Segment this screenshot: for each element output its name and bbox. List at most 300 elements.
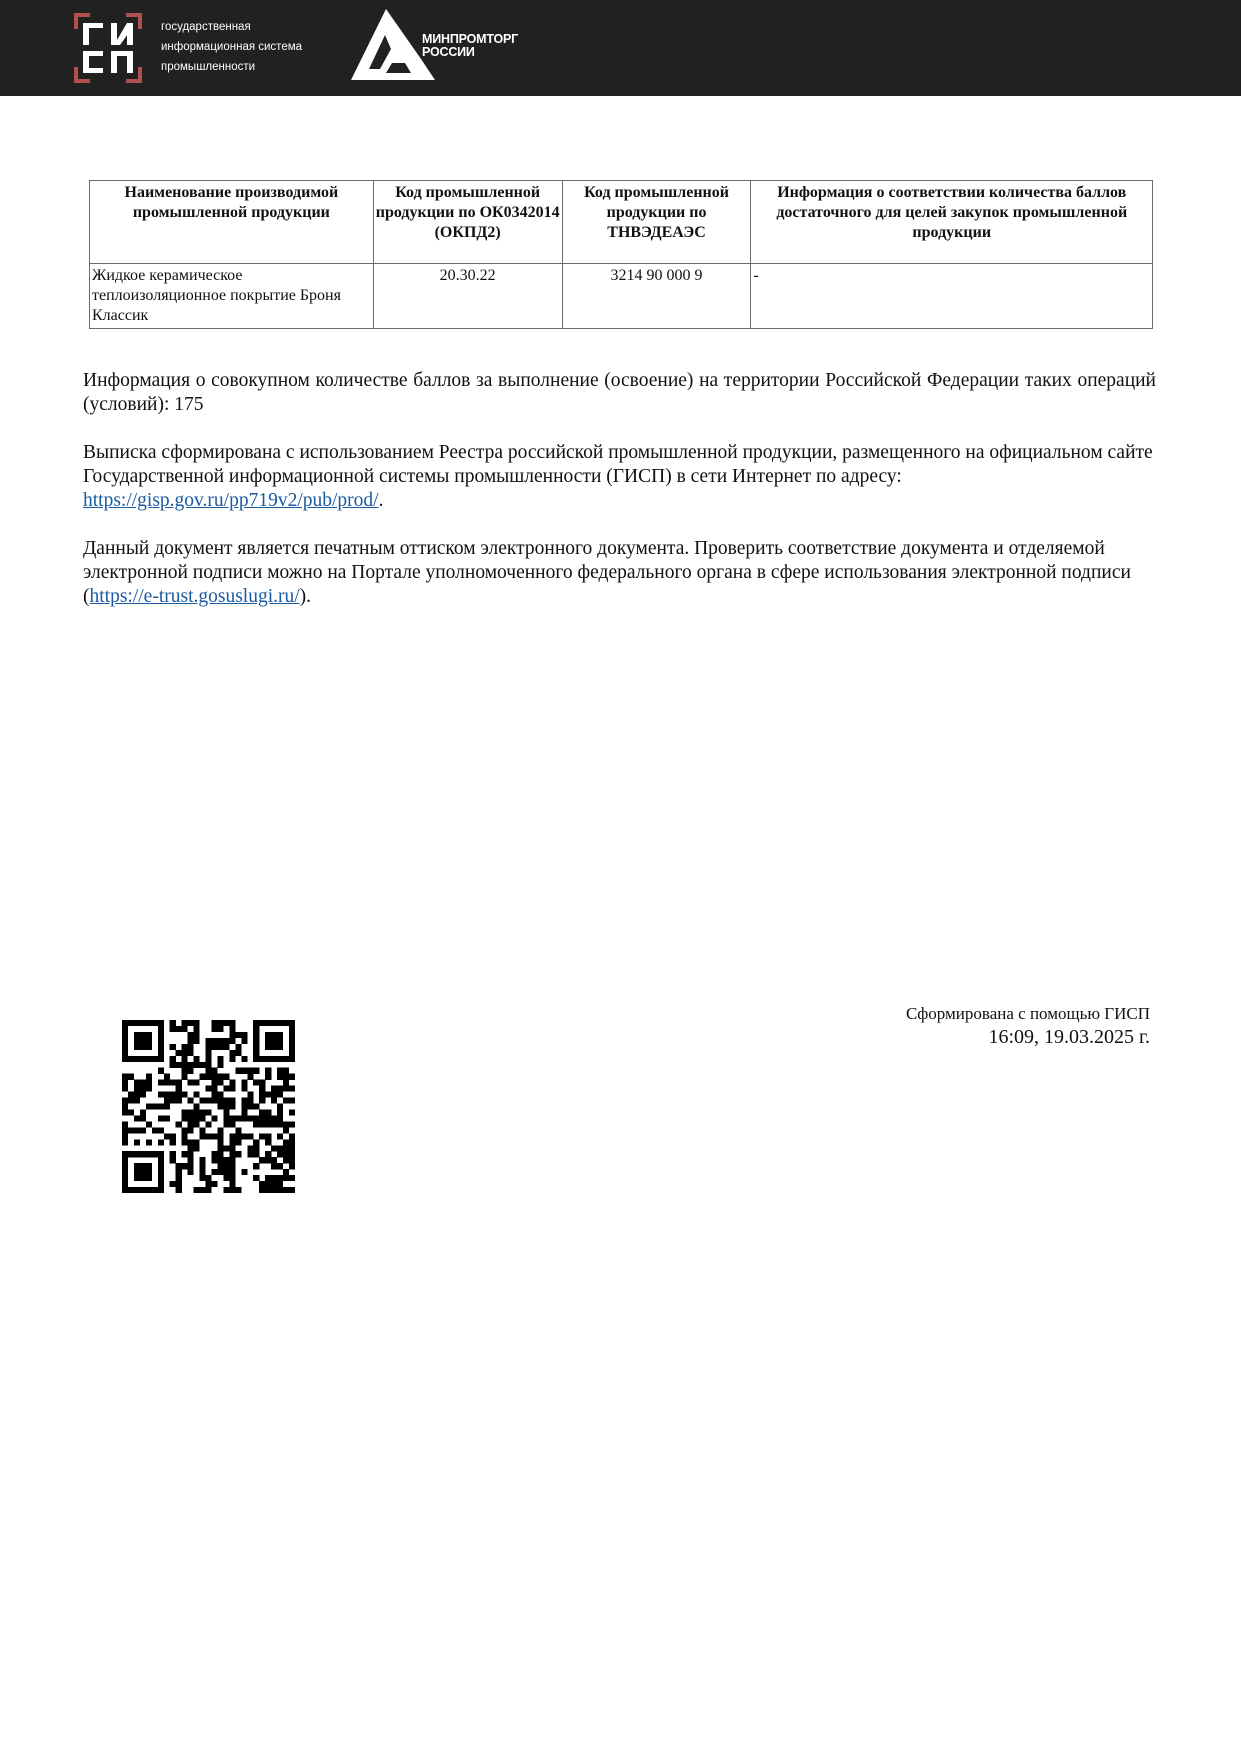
qr-module	[211, 1038, 217, 1044]
qr-module	[140, 1092, 146, 1098]
qr-module	[164, 1115, 170, 1121]
cell-points-info: -	[751, 264, 1153, 329]
qr-module	[271, 1086, 277, 1092]
qr-module	[188, 1038, 194, 1044]
qr-module	[140, 1163, 146, 1169]
qr-module	[176, 1098, 182, 1104]
qr-module	[223, 1121, 229, 1127]
qr-module	[235, 1127, 241, 1133]
qr-module	[265, 1115, 271, 1121]
qr-module	[182, 1115, 188, 1121]
qr-module	[140, 1115, 146, 1121]
qr-module	[241, 1115, 247, 1121]
qr-module	[140, 1080, 146, 1086]
qr-module	[253, 1026, 259, 1032]
qr-module	[194, 1104, 200, 1110]
qr-module	[247, 1092, 253, 1098]
qr-module	[235, 1050, 241, 1056]
qr-module	[158, 1104, 164, 1110]
points-paragraph: Информация о совокупном количестве баллов за выполнение (освоение) на территории Российской Федерации таких операций (условий): 175	[83, 370, 1156, 415]
qr-module	[265, 1175, 271, 1181]
qr-module	[277, 1086, 283, 1092]
qr-module	[122, 1163, 128, 1169]
qr-module	[289, 1133, 295, 1139]
qr-module	[128, 1098, 134, 1104]
qr-module	[283, 1068, 289, 1074]
qr-module	[211, 1157, 217, 1163]
qr-module	[164, 1133, 170, 1139]
qr-module	[158, 1038, 164, 1044]
qr-module	[170, 1056, 176, 1062]
qr-module	[134, 1175, 140, 1181]
qr-module	[146, 1169, 152, 1175]
qr-module	[277, 1074, 283, 1080]
gisp-logo-icon	[74, 13, 142, 83]
qr-module	[229, 1026, 235, 1032]
qr-module	[283, 1086, 289, 1092]
qr-module	[134, 1127, 140, 1133]
qr-module	[277, 1032, 283, 1038]
cell-okpd2-code: 20.30.22	[373, 264, 562, 329]
gisp-caption-line: государственная	[161, 21, 251, 33]
qr-module	[289, 1139, 295, 1145]
extract-text: Выписка сформирована с использованием Реестра российской промышленной продукции, размещенного на официальном сайте Государственной информационной системы промышленности (ГИСП) в сети Интернет по адресу:	[83, 442, 1153, 487]
qr-module	[217, 1157, 223, 1163]
cell-tnved-code: 3214 90 000 9	[562, 264, 751, 329]
qr-module	[217, 1163, 223, 1169]
qr-module	[271, 1145, 277, 1151]
qr-module	[247, 1151, 253, 1157]
qr-module	[122, 1056, 128, 1062]
qr-module	[283, 1187, 289, 1193]
qr-module	[277, 1175, 283, 1181]
qr-module	[217, 1145, 223, 1151]
qr-module	[241, 1038, 247, 1044]
qr-module	[164, 1092, 170, 1098]
qr-module	[211, 1026, 217, 1032]
qr-module	[229, 1098, 235, 1104]
qr-module	[122, 1109, 128, 1115]
qr-module	[235, 1044, 241, 1050]
qr-module	[283, 1145, 289, 1151]
qr-module	[223, 1104, 229, 1110]
qr-module	[152, 1020, 158, 1026]
qr-module	[176, 1050, 182, 1056]
qr-module	[140, 1044, 146, 1050]
qr-module	[122, 1187, 128, 1193]
qr-module	[289, 1038, 295, 1044]
qr-module	[229, 1169, 235, 1175]
qr-module	[128, 1109, 134, 1115]
qr-module	[146, 1038, 152, 1044]
qr-module	[283, 1074, 289, 1080]
qr-module	[283, 1127, 289, 1133]
gisp-caption-line: промышленности	[161, 61, 256, 73]
qr-module	[259, 1115, 265, 1121]
qr-module	[271, 1044, 277, 1050]
qr-module	[265, 1092, 271, 1098]
print-paragraph	[83, 537, 1156, 609]
gisp-caption	[161, 17, 302, 77]
qr-module	[229, 1157, 235, 1163]
qr-module	[170, 1092, 176, 1098]
qr-module	[229, 1038, 235, 1044]
qr-module	[164, 1074, 170, 1080]
qr-module	[134, 1038, 140, 1044]
qr-module	[217, 1080, 223, 1086]
qr-module	[188, 1109, 194, 1115]
qr-module	[182, 1092, 188, 1098]
qr-module	[134, 1115, 140, 1121]
qr-module	[194, 1121, 200, 1127]
qr-module	[265, 1056, 271, 1062]
qr-module	[253, 1115, 259, 1121]
qr-module	[211, 1074, 217, 1080]
qr-module	[217, 1044, 223, 1050]
qr-module	[134, 1080, 140, 1086]
qr-module	[283, 1157, 289, 1163]
qr-module	[188, 1151, 194, 1157]
qr-module	[229, 1187, 235, 1193]
qr-module	[176, 1080, 182, 1086]
qr-module	[152, 1056, 158, 1062]
qr-module	[206, 1068, 212, 1074]
qr-module	[122, 1032, 128, 1038]
qr-module	[277, 1068, 283, 1074]
gisp-caption-line: информационная система	[161, 41, 303, 53]
qr-module	[235, 1032, 241, 1038]
qr-module	[229, 1145, 235, 1151]
qr-module	[188, 1169, 194, 1175]
qr-module	[259, 1080, 265, 1086]
print-text: Данный документ является печатным оттиском электронного документа. Проверить соответствие документа и отделяемой электронной подписи можно на Портале уполномоченного федерального органа в сфере использования электронной подписи (	[83, 538, 1131, 607]
qr-module	[289, 1098, 295, 1104]
qr-module	[134, 1092, 140, 1098]
qr-module	[206, 1175, 212, 1181]
qr-module	[211, 1092, 217, 1098]
qr-module	[188, 1062, 194, 1068]
qr-module	[223, 1098, 229, 1104]
qr-module	[223, 1115, 229, 1121]
qr-module	[188, 1050, 194, 1056]
qr-module	[277, 1181, 283, 1187]
qr-module	[229, 1115, 235, 1121]
qr-module	[211, 1020, 217, 1026]
qr-module	[206, 1050, 212, 1056]
qr-module	[134, 1056, 140, 1062]
qr-module	[194, 1026, 200, 1032]
qr-module	[158, 1115, 164, 1121]
qr-module	[122, 1104, 128, 1110]
qr-module	[229, 1133, 235, 1139]
qr-module	[217, 1056, 223, 1062]
qr-module	[271, 1187, 277, 1193]
qr-module	[223, 1169, 229, 1175]
qr-module	[182, 1139, 188, 1145]
qr-module	[271, 1121, 277, 1127]
registry-link[interactable]: https://gisp.gov.ru/pp719v2/pub/prod/	[83, 490, 379, 511]
qr-module	[265, 1157, 271, 1163]
qr-module	[229, 1056, 235, 1062]
qr-module	[265, 1068, 271, 1074]
qr-module	[122, 1038, 128, 1044]
qr-module	[289, 1026, 295, 1032]
qr-module	[217, 1020, 223, 1026]
qr-module	[247, 1104, 253, 1110]
qr-module	[182, 1062, 188, 1068]
qr-module	[176, 1092, 182, 1098]
qr-module	[140, 1127, 146, 1133]
qr-module	[200, 1074, 206, 1080]
qr-module	[122, 1026, 128, 1032]
qr-module	[158, 1175, 164, 1181]
qr-module	[259, 1181, 265, 1187]
qr-module	[277, 1163, 283, 1169]
qr-module	[277, 1145, 283, 1151]
qr-module	[146, 1080, 152, 1086]
qr-module	[128, 1151, 134, 1157]
qr-module	[146, 1104, 152, 1110]
qr-module	[158, 1068, 164, 1074]
qr-module	[188, 1145, 194, 1151]
qr-module	[265, 1044, 271, 1050]
qr-module	[122, 1080, 128, 1086]
qr-module	[206, 1074, 212, 1080]
qr-module	[223, 1145, 229, 1151]
qr-module	[158, 1139, 164, 1145]
qr-module	[182, 1044, 188, 1050]
ministry-caption	[422, 33, 518, 59]
qr-module	[194, 1032, 200, 1038]
qr-module	[253, 1145, 259, 1151]
qr-module	[241, 1056, 247, 1062]
qr-module	[289, 1163, 295, 1169]
qr-module	[122, 1181, 128, 1187]
qr-module	[122, 1121, 128, 1127]
qr-module	[188, 1115, 194, 1121]
qr-module	[277, 1020, 283, 1026]
qr-module	[289, 1074, 295, 1080]
qr-module	[217, 1092, 223, 1098]
qr-module	[211, 1098, 217, 1104]
qr-module	[152, 1151, 158, 1157]
header-bar	[0, 0, 1241, 96]
qr-module	[122, 1157, 128, 1163]
qr-module	[200, 1098, 206, 1104]
qr-module	[253, 1068, 259, 1074]
qr-module	[188, 1068, 194, 1074]
qr-module	[158, 1163, 164, 1169]
qr-module	[200, 1169, 206, 1175]
qr-module	[271, 1056, 277, 1062]
ministry-caption-line: РОССИИ	[422, 45, 475, 59]
qr-module	[128, 1127, 134, 1133]
qr-module	[259, 1187, 265, 1193]
qr-module	[158, 1169, 164, 1175]
qr-module	[206, 1062, 212, 1068]
qr-module	[265, 1032, 271, 1038]
qr-module	[206, 1098, 212, 1104]
qr-module	[158, 1080, 164, 1086]
qr-module	[146, 1121, 152, 1127]
qr-module	[223, 1038, 229, 1044]
qr-module	[188, 1020, 194, 1026]
qr-module	[146, 1187, 152, 1193]
qr-module	[140, 1056, 146, 1062]
qr-module	[188, 1121, 194, 1127]
qr-module	[211, 1151, 217, 1157]
qr-module	[158, 1151, 164, 1157]
qr-module	[194, 1020, 200, 1026]
qr-module	[158, 1026, 164, 1032]
generated-stamp	[906, 1003, 1150, 1049]
qr-module	[194, 1080, 200, 1086]
qr-module	[122, 1098, 128, 1104]
qr-module	[283, 1121, 289, 1127]
qr-module	[134, 1163, 140, 1169]
qr-module	[217, 1127, 223, 1133]
qr-module	[223, 1074, 229, 1080]
qr-module	[277, 1056, 283, 1062]
header-tnved-code: Код промышленной продукции по ТНВЭДЕАЭС	[562, 181, 751, 264]
qr-module	[206, 1181, 212, 1187]
qr-module	[211, 1080, 217, 1086]
products-table	[89, 180, 1153, 329]
qr-module	[128, 1092, 134, 1098]
qr-module	[188, 1044, 194, 1050]
qr-module	[271, 1163, 277, 1169]
qr-module	[211, 1115, 217, 1121]
qr-module	[229, 1163, 235, 1169]
qr-module	[229, 1080, 235, 1086]
qr-module	[217, 1169, 223, 1175]
qr-module	[223, 1157, 229, 1163]
qr-module	[134, 1086, 140, 1092]
qr-module	[217, 1151, 223, 1157]
qr-module	[176, 1026, 182, 1032]
qr-module	[229, 1139, 235, 1145]
qr-module	[247, 1098, 253, 1104]
qr-module	[146, 1175, 152, 1181]
qr-module	[158, 1056, 164, 1062]
header-product-name: Наименование производимой промышленной продукции	[90, 181, 374, 264]
qr-module	[289, 1145, 295, 1151]
qr-module	[194, 1038, 200, 1044]
qr-module	[229, 1086, 235, 1092]
table-row	[90, 264, 1153, 329]
qr-module	[128, 1074, 134, 1080]
qr-module	[188, 1139, 194, 1145]
qr-module	[146, 1020, 152, 1026]
qr-module	[277, 1044, 283, 1050]
qr-module	[283, 1169, 289, 1175]
qr-module	[241, 1133, 247, 1139]
qr-module	[229, 1050, 235, 1056]
qr-module	[277, 1092, 283, 1098]
qr-module	[200, 1109, 206, 1115]
qr-module	[283, 1098, 289, 1104]
qr-module	[146, 1151, 152, 1157]
qr-module	[182, 1151, 188, 1157]
qr-module	[253, 1044, 259, 1050]
qr-module	[217, 1026, 223, 1032]
qr-module	[253, 1175, 259, 1181]
qr-module	[247, 1133, 253, 1139]
qr-module	[271, 1181, 277, 1187]
qr-module	[271, 1032, 277, 1038]
qr-module	[122, 1175, 128, 1181]
qr-module	[146, 1139, 152, 1145]
qr-module	[259, 1133, 265, 1139]
qr-module	[158, 1127, 164, 1133]
qr-module	[182, 1026, 188, 1032]
qr-module	[176, 1169, 182, 1175]
qr-module	[259, 1098, 265, 1104]
extract-paragraph	[83, 441, 1156, 513]
qr-module	[253, 1104, 259, 1110]
print-end: ).	[299, 586, 312, 607]
qr-module	[253, 1080, 259, 1086]
qr-module	[289, 1056, 295, 1062]
qr-module	[271, 1092, 277, 1098]
qr-module	[128, 1020, 134, 1026]
qr-module	[241, 1086, 247, 1092]
qr-module	[158, 1092, 164, 1098]
qr-module	[211, 1044, 217, 1050]
qr-module	[182, 1163, 188, 1169]
qr-module	[217, 1104, 223, 1110]
qr-module	[253, 1056, 259, 1062]
qr-module	[176, 1121, 182, 1127]
qr-module	[271, 1020, 277, 1026]
qr-module	[140, 1086, 146, 1092]
qr-module	[200, 1157, 206, 1163]
qr-module	[241, 1068, 247, 1074]
etrust-link[interactable]: https://e-trust.gosuslugi.ru/	[89, 586, 300, 607]
qr-module	[229, 1175, 235, 1181]
qr-module	[253, 1020, 259, 1026]
qr-module	[122, 1139, 128, 1145]
qr-module	[122, 1050, 128, 1056]
qr-module	[211, 1068, 217, 1074]
qr-module	[194, 1109, 200, 1115]
qr-module	[289, 1157, 295, 1163]
qr-module	[188, 1157, 194, 1163]
qr-module	[217, 1038, 223, 1044]
extract-end: .	[378, 490, 384, 511]
qr-module	[229, 1020, 235, 1026]
qr-module	[200, 1133, 206, 1139]
qr-module	[140, 1038, 146, 1044]
qr-module	[182, 1133, 188, 1139]
qr-module	[217, 1074, 223, 1080]
qr-module	[277, 1133, 283, 1139]
qr-module	[277, 1121, 283, 1127]
qr-module	[259, 1086, 265, 1092]
qr-module	[122, 1151, 128, 1157]
qr-module	[164, 1098, 170, 1104]
qr-module	[170, 1062, 176, 1068]
qr-module	[289, 1175, 295, 1181]
header-okpd2-code: Код промышленной продукции по ОК0342014 (ОКПД2)	[373, 181, 562, 264]
qr-module	[140, 1151, 146, 1157]
header-points-info: Информация о соответствии количества баллов достаточного для целей закупок промышленной продукции	[751, 181, 1153, 264]
qr-module	[134, 1151, 140, 1157]
qr-module	[271, 1098, 277, 1104]
qr-module	[271, 1115, 277, 1121]
qr-module	[217, 1139, 223, 1145]
qr-module	[247, 1068, 253, 1074]
